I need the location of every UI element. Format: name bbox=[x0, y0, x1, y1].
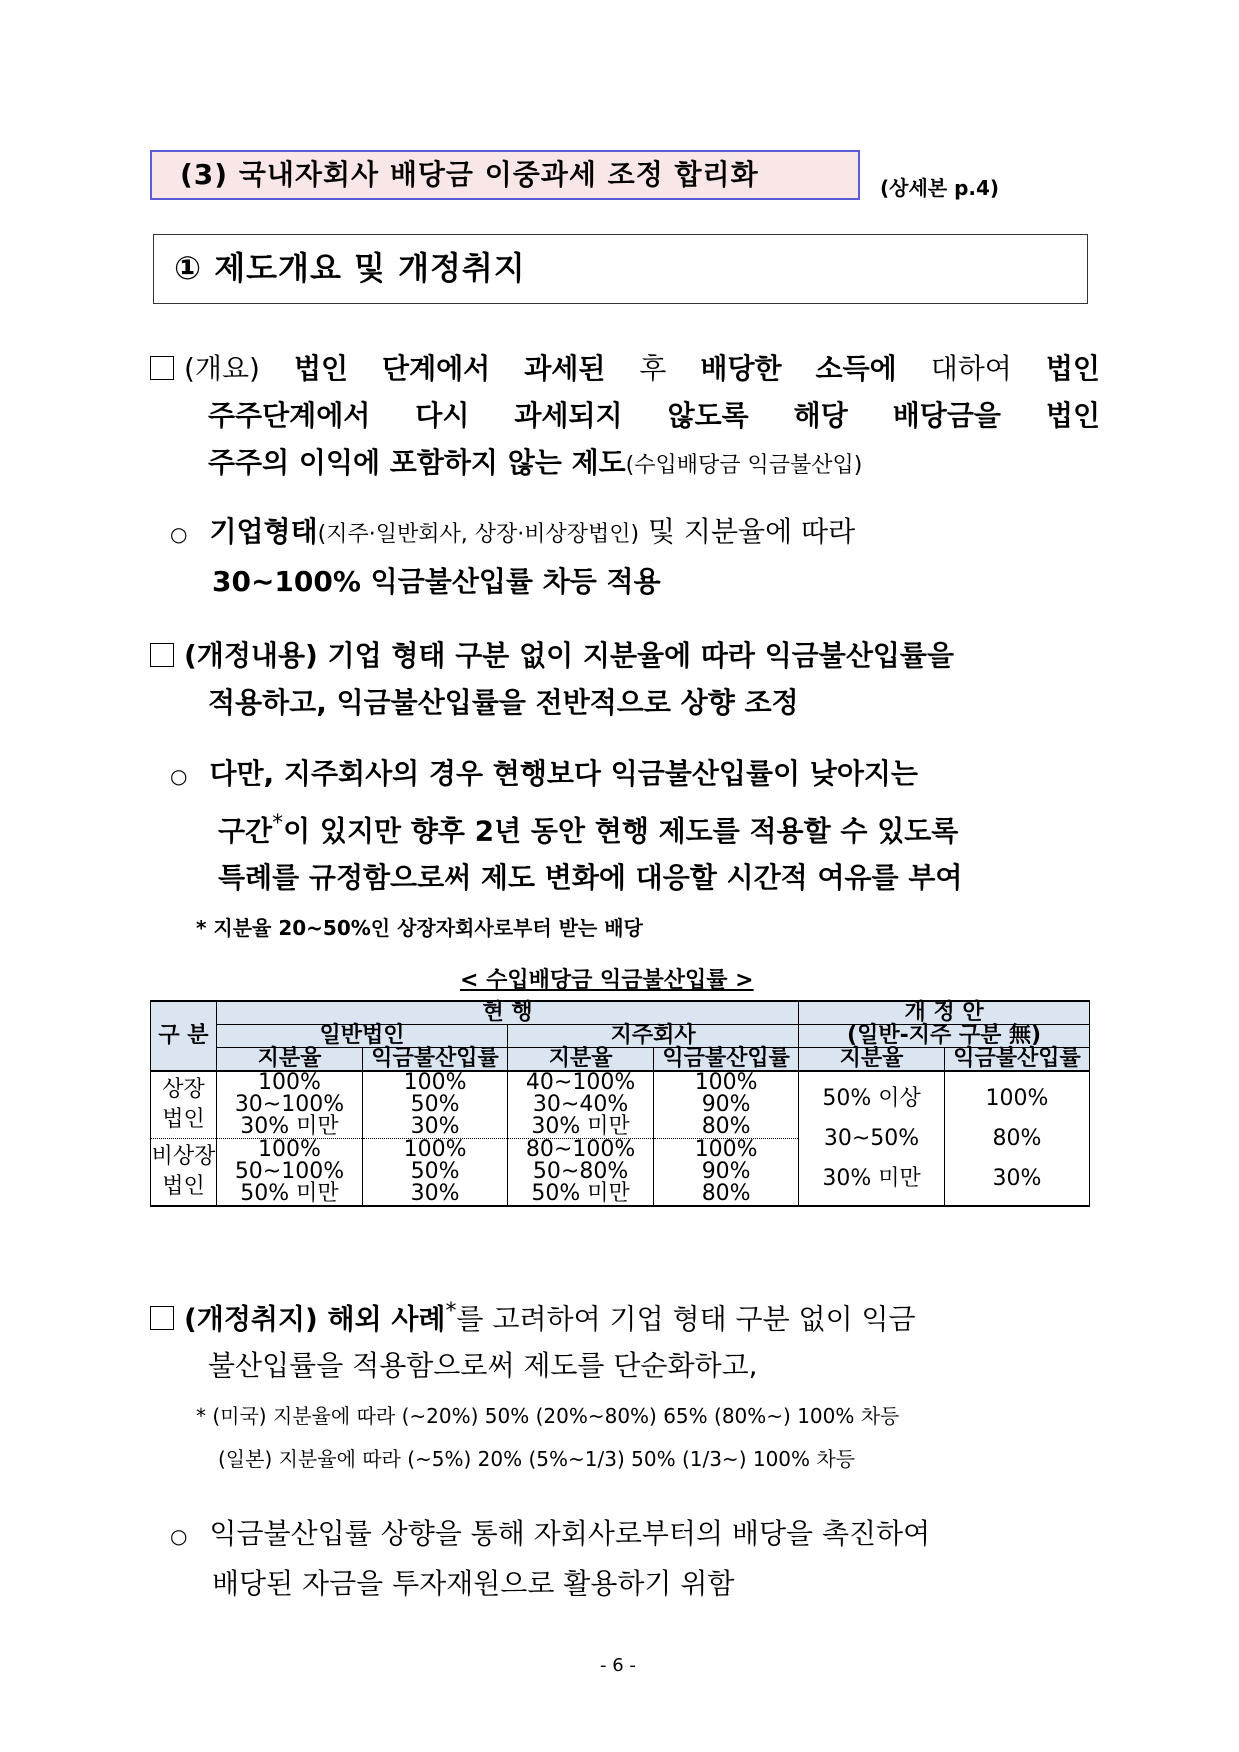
overview-line3-paren: (수입배당금 익금불산입) bbox=[625, 453, 863, 478]
cell: 50% 이상 bbox=[822, 1085, 921, 1111]
cell: 100% bbox=[403, 1137, 467, 1162]
cell: 30% bbox=[992, 1165, 1042, 1191]
word: 단계에서 bbox=[382, 352, 491, 385]
purpose-footnote-jp: (일본) 지분율에 따라 (~5%) 20% (5%~1/3) 50% (1/3~) 100% 차등 bbox=[218, 1447, 856, 1471]
amend-sub-bullet bbox=[170, 750, 1090, 901]
cell: 30~100% bbox=[234, 1092, 345, 1117]
footnote-mark: * bbox=[272, 811, 284, 836]
word: 과세된 bbox=[524, 352, 606, 385]
cell: 90% bbox=[701, 1092, 751, 1117]
listed-general-share bbox=[216, 1071, 362, 1139]
amend-line2: 적용하고, 익금불산입률을 전반적으로 상향 조정 bbox=[208, 686, 799, 719]
overview-sub-line2: 30∼100% 익금불산입률 차등 적용 bbox=[212, 565, 661, 598]
cell: 50% 미만 bbox=[240, 1181, 339, 1206]
word: 다시 bbox=[415, 399, 470, 432]
amend-sub-line2a: 구간 bbox=[218, 814, 273, 848]
cell: 30% 미만 bbox=[531, 1114, 630, 1139]
header-proposed-sub: (일반-지주 구분 無) bbox=[799, 1025, 1090, 1048]
overview-sub-bullet bbox=[170, 508, 1070, 605]
overview-paragraph bbox=[150, 345, 1100, 489]
word: 후 bbox=[639, 352, 667, 385]
cell: 50% bbox=[410, 1092, 460, 1117]
header-share: 지분율 bbox=[216, 1048, 362, 1072]
unlisted-general-share bbox=[216, 1139, 362, 1207]
word: 해당 bbox=[793, 399, 848, 432]
unlisted-holding-rate bbox=[654, 1139, 799, 1207]
purpose-footnote-us: * (미국) 지분율에 따라 (~20%) 50% (20%~80%) 65% (80%~) 100% 차등 bbox=[196, 1404, 900, 1428]
checkbox-icon bbox=[150, 643, 174, 667]
table-caption: < 수입배당금 익금불산입률 > bbox=[460, 968, 754, 993]
header-rate: 익금불산입률 bbox=[363, 1048, 508, 1072]
unlisted-holding-share bbox=[508, 1139, 654, 1207]
cell: 40~100% bbox=[525, 1070, 636, 1095]
listed-general-rate bbox=[363, 1071, 508, 1139]
cell: 100% bbox=[403, 1070, 467, 1095]
purpose-line2: 불산입률을 적용함으로써 제도를 단순화하고, bbox=[208, 1349, 758, 1383]
page-number: - 6 - bbox=[600, 1655, 636, 1676]
header-current: 현 행 bbox=[216, 1001, 798, 1025]
word: 대하여 bbox=[930, 352, 1012, 385]
header-rate: 익금불산입률 bbox=[944, 1048, 1089, 1072]
cell: 50% 미만 bbox=[531, 1181, 630, 1206]
cell: 50% bbox=[410, 1159, 460, 1184]
cell: 100% bbox=[694, 1137, 758, 1162]
word: 법인 bbox=[1045, 352, 1100, 385]
cell: 50~100% bbox=[234, 1159, 345, 1184]
dividend-rate-table bbox=[150, 1000, 1090, 1207]
overview-line3: 주주의 이익에 포함하지 않는 제도 bbox=[208, 446, 626, 479]
detail-reference: (상세본 p.4) bbox=[880, 176, 1000, 200]
purpose-paragraph bbox=[150, 1288, 1100, 1389]
cell: 30% bbox=[410, 1181, 460, 1206]
purpose-line1a: (개정취지) 해외 사례 bbox=[184, 1302, 446, 1336]
cell: 80% bbox=[992, 1125, 1042, 1151]
header-holding: 지주회사 bbox=[508, 1025, 799, 1048]
amend-paragraph bbox=[150, 632, 1100, 726]
cell: 80~100% bbox=[525, 1137, 636, 1162]
row-label-listed: 상장 법인 bbox=[151, 1071, 217, 1139]
word: 법인 bbox=[293, 352, 349, 385]
purpose-sub-bullet bbox=[170, 1510, 1090, 1607]
checkbox-icon bbox=[150, 1306, 174, 1330]
purpose-line1b: 를 고려하여 기업 형태 구분 없이 익금 bbox=[456, 1302, 916, 1336]
circle-bullet-icon: ○ bbox=[170, 764, 188, 788]
proposed-rate bbox=[944, 1071, 1089, 1206]
cell: 80% bbox=[701, 1114, 751, 1139]
cell: 30~50% bbox=[823, 1125, 920, 1151]
purpose-sub-line2: 배당된 자금을 투자재원으로 활용하기 위함 bbox=[212, 1567, 735, 1600]
word: 배당한 bbox=[700, 352, 782, 385]
word: 배당금을 bbox=[892, 399, 1001, 432]
cell: 100% bbox=[985, 1085, 1049, 1111]
listed-holding-rate bbox=[654, 1071, 799, 1139]
checkbox-icon bbox=[150, 356, 174, 380]
row-label-unlisted: 비상장 법인 bbox=[151, 1139, 217, 1207]
circle-bullet-icon: ○ bbox=[170, 522, 188, 546]
cell: 90% bbox=[701, 1159, 751, 1184]
word: 소득에 bbox=[815, 352, 897, 385]
header-general: 일반법인 bbox=[216, 1025, 507, 1048]
word: 주주단계에서 bbox=[208, 399, 371, 432]
overview-sub-b: (지주·일반회사, 상장·비상장법인) bbox=[317, 522, 640, 547]
overview-sub-c: 및 지분율에 따라 bbox=[647, 515, 856, 548]
overview-heading: (개요) bbox=[184, 352, 260, 385]
amend-footnote: * 지분율 20~50%인 상장자회사로부터 받는 배당 bbox=[196, 916, 643, 940]
cell: 50~80% bbox=[532, 1159, 629, 1184]
cell: 100% bbox=[258, 1070, 321, 1095]
cell: 30% 미만 bbox=[822, 1165, 921, 1191]
section-title: (3) 국내자회사 배당금 이중과세 조정 합리화 bbox=[150, 150, 860, 200]
overview-sub-a: 기업형태 bbox=[209, 515, 318, 548]
amend-sub-line3: 특례를 규정함으로써 제도 변화에 대응할 시간적 여유를 부여 bbox=[218, 861, 963, 895]
word: 않도록 bbox=[667, 399, 749, 432]
purpose-sub-line1: 익금불산입률 상향을 통해 자회사로부터의 배당을 촉진하여 bbox=[209, 1517, 931, 1550]
proposed-share bbox=[799, 1071, 945, 1206]
subsection-title: ① 제도개요 및 개정취지 bbox=[153, 234, 1088, 304]
cell: 30% 미만 bbox=[240, 1114, 339, 1139]
header-proposed: 개 정 안 bbox=[799, 1001, 1090, 1025]
cell: 100% bbox=[694, 1070, 758, 1095]
word: 법인 bbox=[1045, 399, 1100, 432]
cell: 100% bbox=[258, 1137, 321, 1162]
cell: 30% bbox=[410, 1114, 460, 1139]
listed-holding-share bbox=[508, 1071, 654, 1139]
unlisted-general-rate bbox=[363, 1139, 508, 1207]
footnote-mark: * bbox=[445, 1299, 457, 1324]
cell: 30~40% bbox=[532, 1092, 629, 1117]
amend-sub-line2b: 이 있지만 향후 2년 동안 현행 제도를 적용할 수 있도록 bbox=[283, 814, 959, 848]
header-rate: 익금불산입률 bbox=[654, 1048, 799, 1072]
circle-bullet-icon: ○ bbox=[170, 1524, 188, 1548]
header-share: 지분율 bbox=[799, 1048, 945, 1072]
word: 과세되지 bbox=[514, 399, 623, 432]
amend-line1: (개정내용) 기업 형태 구분 없이 지분율에 따라 익금불산입률을 bbox=[184, 639, 955, 672]
header-category: 구 분 bbox=[151, 1001, 217, 1071]
header-share: 지분율 bbox=[508, 1048, 654, 1072]
cell: 80% bbox=[701, 1181, 751, 1206]
amend-sub-line1: 다만, 지주회사의 경우 현행보다 익금불산입률이 낮아지는 bbox=[209, 757, 918, 790]
